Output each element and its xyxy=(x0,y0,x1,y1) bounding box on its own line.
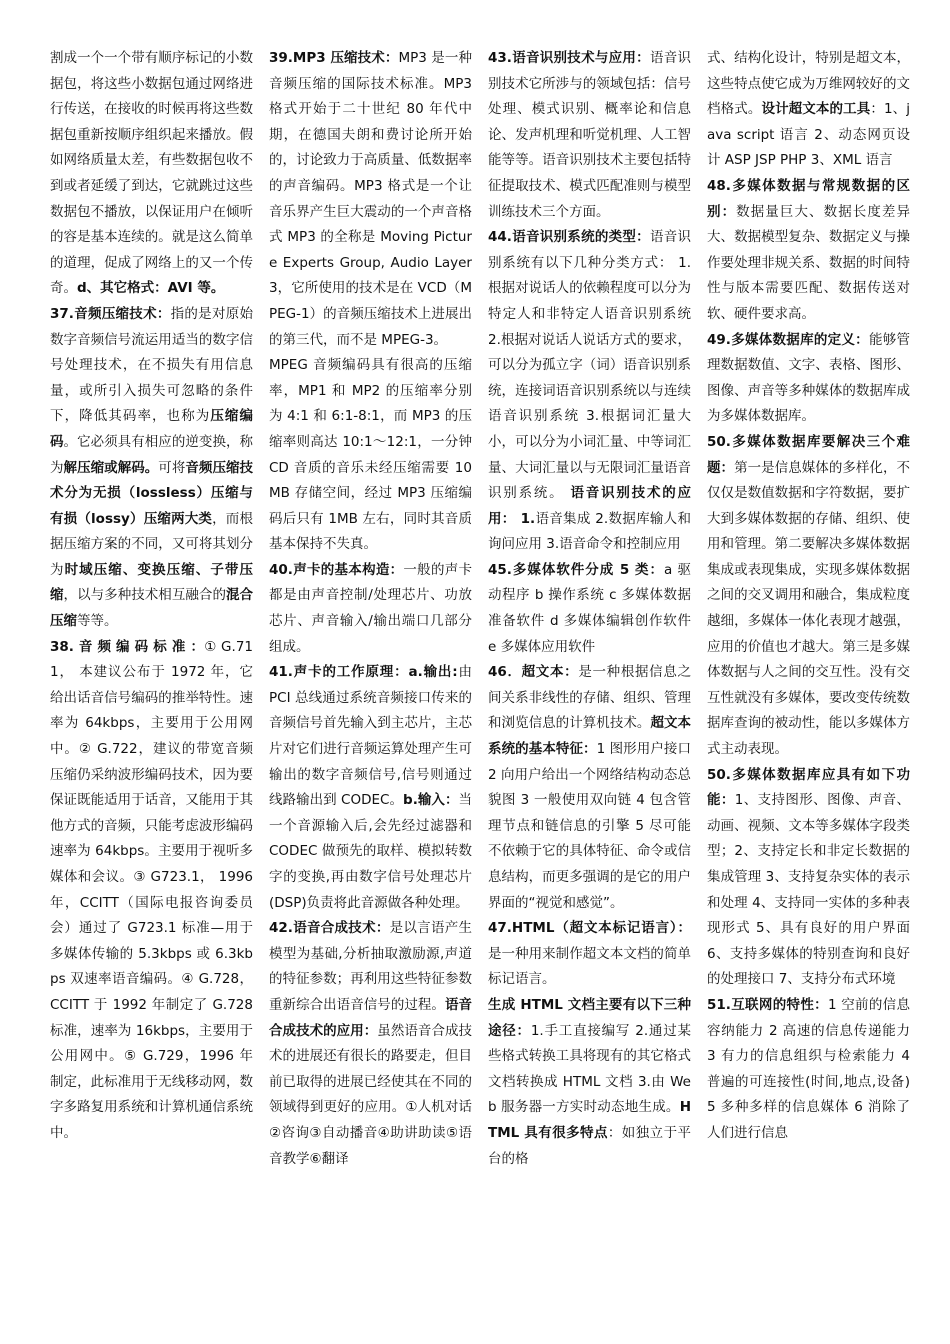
paragraph xyxy=(269,46,472,353)
paragraph xyxy=(50,635,253,1147)
text-run: 由 PCI 总线通过系统音频接口传来的音频信号首先输入到主芯片，主芯片对它们进行音频运算处理产生可输出的数字音频信号,信号则通过线路输出到 CODEC。 xyxy=(269,664,472,809)
bold-text-run: 49.多媒体数据库的定义： xyxy=(707,331,869,348)
text-run: MPEG 音频编码具有很高的压缩率，MP1 和 MP2 的压缩率分别为 4:1 和 6:1-8:1，而 MP3 的压缩率则高达 10:1～12:1，一分钟 CD 音质的音乐未经压缩需要 10MB 存储空间，经过 MP3 压缩编码后只有 1MB 左右，同时其音质基本保持不失真。 xyxy=(269,357,472,553)
paragraph xyxy=(707,328,910,430)
paragraph xyxy=(488,46,691,225)
text-run: 是一种用来制作超文本文档的简单标记语言。 xyxy=(488,945,691,988)
bold-text-run: 44.语音识别系统的类型： xyxy=(488,229,650,246)
bold-text-run: 37.音频压缩技术： xyxy=(50,305,171,322)
text-run: 是以言语产生模型为基础,分析抽取激励源,声道的特征参数；再利用这些特征参数重新综合出语音信号的过程。 xyxy=(269,920,472,1013)
bold-text-run: 51.互联网的特性： xyxy=(707,996,828,1013)
paragraph xyxy=(707,174,910,328)
text-run: 虽然语音合成技术的进展还有很长的路要走，但目前已取得的进展已经使其在不同的领域得到更好的应用。①人机对话②咨询③自动播音④助讲助读⑤语音教学⑥翻译 xyxy=(269,1022,472,1167)
paragraph xyxy=(269,353,472,558)
text-run: 语音集成 2.数据库输人和询问应用 3.语音命令和控制应用 xyxy=(488,510,691,553)
paragraph xyxy=(269,660,472,916)
paragraph xyxy=(707,993,910,1147)
bold-text-run: 音频压缩技术分为无损（lossless）压缩与有损（lossy）压缩两大类 xyxy=(50,459,253,527)
text-run: ，而根据压缩方案的不同，又可将其划分为 xyxy=(50,510,253,578)
bold-text-run: 46．超文本： xyxy=(488,664,579,681)
text-run: ：如独立于平台的格 xyxy=(488,1124,691,1167)
text-column-1 xyxy=(50,46,253,1306)
bold-text-run: 45.多媒体软件分成 5 类： xyxy=(488,561,664,578)
bold-text-run: 47.HTML（超文本标记语言）： xyxy=(488,920,691,937)
text-run: 割成一个一个带有顺序标记的小数据包，将这些小数据包通过网络进行传送，在接收的时候再将这些数据包重新按顺序组织起来播放。假如网络质量太差，有些数据包收不到或者延缓了到达，它就跳过这些数据包不播放，以保证用户在倾听的容是基本连续的。就是这么简单的道理，促成了网络上的又一个传奇。 xyxy=(50,50,253,297)
bold-text-run: 生成 HTML 文档主要有以下三种途径： xyxy=(488,996,691,1039)
bold-text-run: HTML 具有很多特点 xyxy=(488,1099,691,1141)
text-column-2 xyxy=(269,46,472,1306)
bold-text-run: 解压缩或解码。 xyxy=(63,459,159,476)
text-run: ① G.711， 本建议公布于 1972 年，它给出话音信号编码的推举特性。速率为 64kbps，主要用于公用网中。② G.722，建议的带宽音频压缩仍采纳波形编码技术，因为要保证既能适用于话音，又能用于其他方式的音频，只能考虑波形编码速率为 64kbps。主要用于视听多媒体和会议。③ G723.1， 1996 年，CCITT（国际电报咨询委员会）通过了 G723.1 标准—用于多媒体传输的 5.3kbps 或 6.3kbps 双速率语音编码。④ G.728， CCITT 于 1992 年制定了 G.728 标准，速率为 16kbps，主要用于公用网中。⑤ G.729，1996 年制定，此标准用于无线移动网，数字多路复用系统和计算机通信系统中。 xyxy=(50,638,253,1141)
text-run: 1、支持图形、图像、声音、动画、视频、文本等多媒体字段类型；2、支持定长和非定长数据的集成管理 3、支持复杂实体的表示和处理 4、支持同一实体的多种表现形式 5、具有良好的用户界面 6、支持多媒体的特别查询和良好的处理接口 7、支持分布式环境 xyxy=(707,792,910,988)
text-run: 语音识别系统有以下几种分类方式： 1.根据对说话人的依赖程度可以分为特定人和非特定人语音识别系统 2.根据对说话人说话方式的要求，可以分为孤立字（词）语音识别系统，连接词语音识别系统以与连续语音识别系统 3.根据词汇量大小，可以分为小词汇量、中等词汇量、大词汇量以与无限词汇量语音识别系统。 xyxy=(488,229,691,502)
text-run: 。它必须具有相应的逆变换，称为 xyxy=(50,433,253,476)
text-run: 数据量巨大、数据长度差异大、数据模型复杂、数据定义与操作要处理非规关系、数据的时间特性与版本需要匹配、数据传送对软、硬件要求高。 xyxy=(707,203,910,322)
bold-text-run: 超文本系统的基本特征： xyxy=(488,715,691,758)
text-run: 第一是信息媒体的多样化，不仅仅是数值数据和字符数据，要扩大到多媒体数据的存储、组织、使用和管理。第二要解决多媒体数据集成或表现集成，实现多媒体数据之间的交叉调用和融合，集成粒度越细，多媒体一体化表现才越强，应用的价值也才越大。第三是多媒体数据与人之间的交互性。没有交互性就没有多媒体，要改变传统数据库查询的被动性，能以多媒体方式主动表现。 xyxy=(707,459,910,758)
text-run: 1 空前的信息容纳能力 2 高速的信息传递能力 3 有力的信息组织与检索能力 4 普遍的可连接性(时间,地点,设备)5 多种多样的信息媒体 6 消除了人们进行信息 xyxy=(707,996,910,1141)
text-column-3 xyxy=(488,46,691,1306)
text-column-4 xyxy=(707,46,910,1306)
paragraph xyxy=(269,916,472,1172)
text-run: 指的是对原始数字音频信号流运用适当的数字信号处理技术，在不损失有用信息量，或所引入损失可忽略的条件下，降低其码率，也称为 xyxy=(50,305,253,425)
document-page xyxy=(50,46,910,1306)
bold-text-run: 40.声卡的基本构造： xyxy=(269,561,404,578)
text-run: 1 图形用户接口 2 向用户给出一个网络结构动态总貌图 3 一般使用双向链 4 包含管理节点和链信息的引擎 5 尽可能不依赖于它的具体特征、命令或信息结构，而更多强调的是它的用户界面的“视觉和感觉”。 xyxy=(488,741,691,911)
paragraph xyxy=(488,993,691,1172)
bold-text-run: 时域压缩、变换压缩、子带压缩 xyxy=(50,561,253,604)
text-run: ，以与多种技术相互融合的 xyxy=(63,587,226,604)
paragraph xyxy=(488,225,691,558)
bold-text-run: 语音合成技术的应用： xyxy=(269,996,472,1039)
text-run: 等等。 xyxy=(77,613,118,630)
paragraph xyxy=(707,46,910,174)
paragraph xyxy=(488,660,691,916)
paragraph xyxy=(707,763,910,993)
bold-text-run: b.输入： xyxy=(403,792,459,809)
paragraph xyxy=(269,558,472,660)
bold-text-run: 38. 音 频 编 码 标 准 ： xyxy=(50,638,205,655)
paragraph xyxy=(50,46,253,302)
text-run: 式、结构化设计，特别是超文本，这些特点使它成为万维网较好的文档格式。 xyxy=(707,50,910,118)
bold-text-run: 48.多媒体数据与常规数据的区别： xyxy=(707,177,910,220)
text-run: 一般的声卡都是由声音控制/处理芯片、功放芯片、声音输入/输出端口几部分组成。 xyxy=(269,561,472,655)
paragraph xyxy=(50,302,253,635)
bold-text-run: 50.多媒体数据库要解决三个难题： xyxy=(707,433,910,476)
text-run: 语音识别技术它所涉与的领域包括：信号处理、模式识别、概率论和信息论、发声机理和听觉机理、人工智能等等。语音识别技术主要包括特征提取技术、模式匹配准则与模型训练技术三个方面。 xyxy=(488,50,691,220)
text-run: 能够管理数据数值、文字、表格、图形、图像、声音等多种媒体的数据库成为多媒体数据库。 xyxy=(707,331,910,425)
bold-text-run: 设计超文本的工具 xyxy=(761,101,871,118)
paragraph xyxy=(488,916,691,993)
bold-text-run: 混合压缩 xyxy=(50,587,253,630)
text-run: MP3 是一种音频压缩的国际技术标准。MP3 格式开始于二十世纪 80 年代中期，在德国夫朗和费讨论所开始的，讨论致力于高质量、低数据率的声音编码。MP3 格式是一个让音乐界产生巨大震动的一个声音格式 MP3 的全称是 Moving Picture Experts Group, Audio Layer 3，它所使用的技术是在 VCD（MPEG-1）的音频压缩技术上进展出的第三代，而不是 MPEG-3。 xyxy=(269,50,472,348)
text-run: 可将 xyxy=(158,459,186,476)
bold-text-run: 压缩编码 xyxy=(50,408,253,450)
text-run: a 驱动程序 b 操作系统 c 多媒体数据准备软件 d 多媒体编辑创作软件 e 多媒体应用软件 xyxy=(488,561,691,655)
bold-text-run: 语音识别技术的应用： 1. xyxy=(488,485,691,527)
paragraph xyxy=(488,558,691,660)
bold-text-run: 41.声卡的工作原理：a.输出: xyxy=(269,664,458,681)
bold-text-run: d、其它格式：AVI 等。 xyxy=(77,280,225,297)
bold-text-run: 43.语音识别技术与应用： xyxy=(488,50,650,66)
text-run: ：1、java script 语言 2、动态网页设计 ASP JSP PHP 3、XML 语言 xyxy=(707,101,910,169)
bold-text-run: 42.语音合成技术： xyxy=(269,920,390,937)
paragraph xyxy=(707,430,910,763)
bold-text-run: 39.MP3 压缩技术： xyxy=(269,50,399,66)
text-run: 当一个音源输入后,会先经过滤器和 CODEC 做预先的取样、模拟转数字的变换,再由数字信号处理芯片(DSP)负责将此音源做各种处理。 xyxy=(269,792,472,911)
text-run: 1.手工直接编写 2.通过某些格式转换工具将现有的其它格式文档转换成 HTML 文档 3.由 Web 服务器一方实时动态地生成。 xyxy=(488,1022,691,1116)
text-run: 是一种根据信息之间关系非线性的存储、组织、管理和浏览信息的计算机技术。 xyxy=(488,664,691,732)
bold-text-run: 50.多媒体数据库应具有如下功能： xyxy=(707,766,910,809)
